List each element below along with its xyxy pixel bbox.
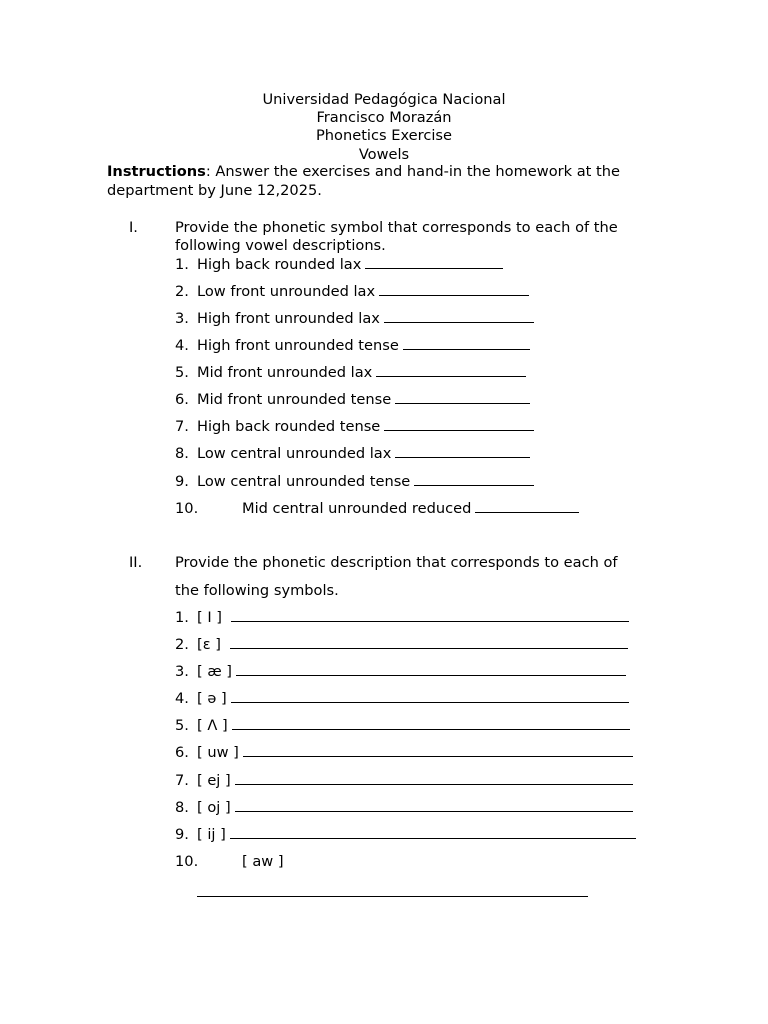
answer-blank[interactable] xyxy=(365,256,503,269)
instructions-label: Instructions xyxy=(107,163,206,180)
section-2-item: 6. [ uw ] xyxy=(175,744,633,762)
answer-blank[interactable] xyxy=(379,283,529,296)
instructions-text: : Answer the exercises and hand-in the homework at the department by June 12,2025. xyxy=(107,163,620,199)
answer-blank[interactable] xyxy=(230,826,636,839)
answer-blank[interactable] xyxy=(235,799,633,812)
answer-blank[interactable] xyxy=(235,772,633,785)
answer-blank[interactable] xyxy=(403,337,530,350)
section-1-item: 1. High back rounded lax xyxy=(175,256,503,274)
university-subname: Francisco Morazán xyxy=(316,109,452,127)
section-1-item: 9. Low central unrounded tense xyxy=(175,473,534,491)
section-2-item: 7. [ ej ] xyxy=(175,772,633,790)
section-2-prompt-line-2: the following symbols. xyxy=(175,582,339,599)
section-1-prompt: Provide the phonetic symbol that corresponds to each of the following vowel descriptions. xyxy=(175,219,618,254)
document-header xyxy=(0,91,768,164)
section-2-item: 4. [ ə ] xyxy=(175,690,629,708)
section-1-item: 3. High front unrounded lax xyxy=(175,310,534,328)
answer-blank[interactable] xyxy=(231,690,629,703)
section-1-item: 10. Mid central unrounded reduced xyxy=(175,500,579,518)
answer-blank[interactable] xyxy=(232,717,630,730)
section-2-prompt-line-1: Provide the phonetic description that corresponds to each of xyxy=(175,554,618,571)
answer-blank[interactable] xyxy=(475,500,579,513)
answer-blank[interactable] xyxy=(395,391,530,404)
university-name: Universidad Pedagógica Nacional xyxy=(262,91,506,108)
section-2-numeral: II. xyxy=(129,554,143,571)
section-2-item: 1. [ I ] xyxy=(175,609,629,627)
answer-blank[interactable] xyxy=(384,418,534,431)
section-1-item: 4. High front unrounded tense xyxy=(175,337,530,355)
section-2-item: 9. [ ij ] xyxy=(175,826,636,844)
section-2-item: 2. [ɛ ] xyxy=(175,636,628,654)
answer-blank[interactable] xyxy=(236,663,626,676)
section-2-item: 3. [ æ ] xyxy=(175,663,626,681)
section-2-item: 5. [ Λ ] xyxy=(175,717,630,735)
section-1-item: 7. High back rounded tense xyxy=(175,418,534,436)
section-2-item: 8. [ oj ] xyxy=(175,799,633,817)
section-1-item: 2. Low front unrounded lax xyxy=(175,283,529,301)
instructions xyxy=(107,163,652,200)
answer-blank[interactable] xyxy=(384,310,534,323)
topic-title: Vowels xyxy=(358,145,410,163)
answer-blank[interactable] xyxy=(231,609,629,622)
answer-blank[interactable] xyxy=(243,744,633,757)
section-1-numeral: I. xyxy=(129,219,138,236)
answer-blank[interactable] xyxy=(414,473,534,486)
section-1-item: 8. Low central unrounded lax xyxy=(175,445,530,463)
course-title: Phonetics Exercise xyxy=(316,127,452,145)
answer-blank[interactable] xyxy=(395,445,530,458)
section-1-item: 5. Mid front unrounded lax xyxy=(175,364,526,382)
section-1-item: 6. Mid front unrounded tense xyxy=(175,391,530,409)
answer-blank[interactable] xyxy=(197,896,588,897)
answer-blank[interactable] xyxy=(376,364,526,377)
section-2-item: 10. [ aw ] xyxy=(175,853,284,870)
answer-blank[interactable] xyxy=(230,636,628,649)
